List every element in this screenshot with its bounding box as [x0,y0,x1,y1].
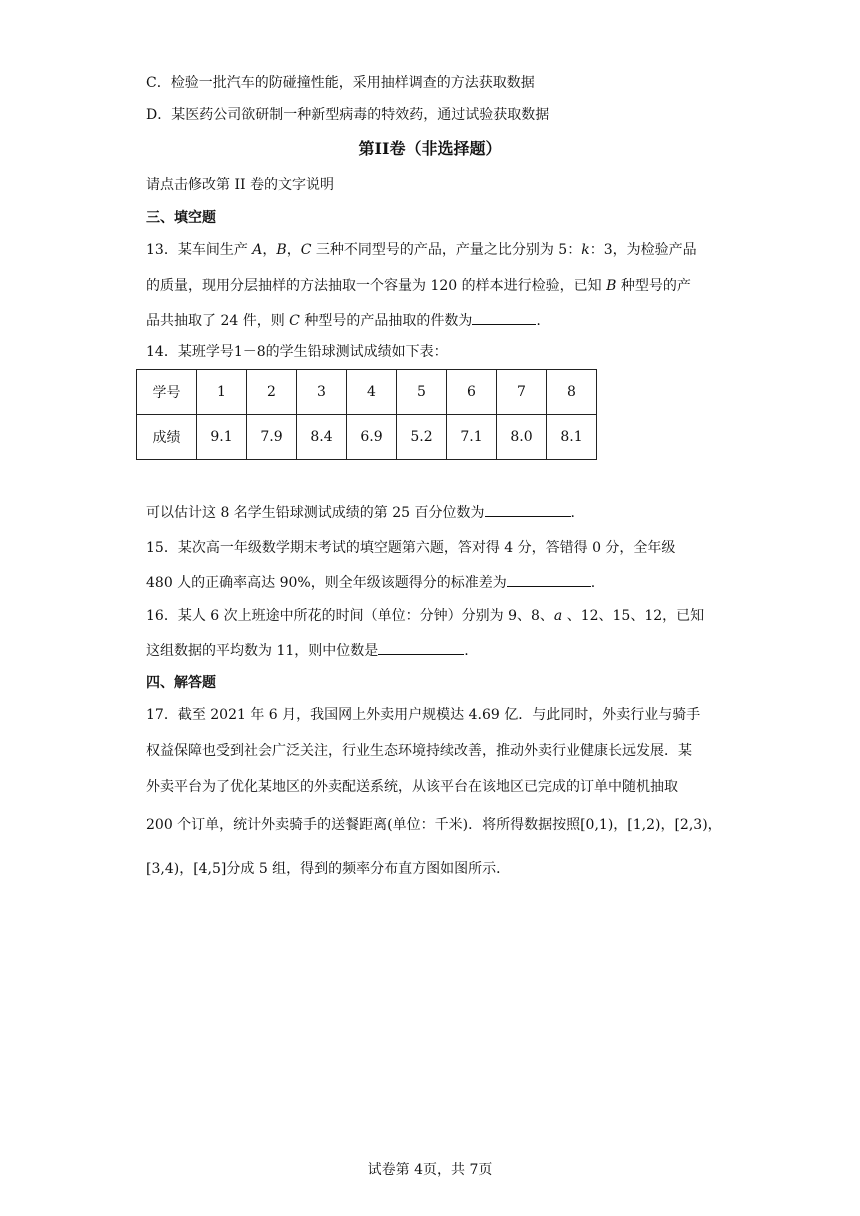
var-B: B [606,278,617,294]
page-footer: 试卷第 4页，共 7页 [367,1162,493,1178]
q13-text: ：3，为检验产品 [589,242,697,258]
q13-text: 13．某车间生产 [146,242,253,258]
section-title: 第II卷（非选择题） [358,139,502,158]
answer-blank[interactable] [485,502,571,517]
q13-text: 品共抽取了 24 件，则 [146,313,290,329]
q13-sep: ， [286,242,301,258]
question-15-line-1: 15．某次高一年级数学期末考试的填空题第六题，答对得 4 分，答错得 0 分，全年级 [146,540,676,556]
question-13-line-1 [146,240,697,260]
fill-in-heading: 三、填空题 [146,210,216,226]
question-13-line-2 [146,276,691,296]
q14-period: . [570,505,575,521]
q13-text: 种型号的产品抽取的件数为 [299,313,473,329]
question-17-line-3: 外卖平台为了优化某地区的外卖配送系统，从该平台在该地区已完成的订单中随机抽取 [146,779,678,795]
score-table [136,369,597,460]
table-cell: 7.9 [247,415,297,460]
section-note[interactable]: 请点击修改第 II 卷的文字说明 [146,177,334,193]
q15-text: 480 人的正确率高达 90%，则全年级该题得分的标准差为 [146,575,507,591]
q13-period: . [536,313,541,329]
question-14-prompt [146,502,575,523]
question-17-line-1: 17．截至 2021 年 6 月，我国网上外卖用户规模达 4.69 亿．与此同时，外卖行业与骑手 [146,707,701,723]
answer-blank[interactable] [507,572,591,587]
option-d: D．某医药公司欲研制一种新型病毒的特效药，通过试验获取数据 [146,107,550,123]
q13-text: 的质量，现用分层抽样的方法抽取一个容量为 120 的样本进行检验，已知 [146,278,607,294]
table-row [137,370,597,415]
question-17-line-4: 200 个订单，统计外卖骑手的送餐距离(单位：千米)．将所得数据按照[0,1)，[1,2)，[2,3)， [146,817,722,833]
question-14-intro: 14．某班学号1－8的学生铅球测试成绩如下表： [146,344,448,360]
table-header-cell: 成绩 [137,415,197,460]
var-C: C [300,242,312,258]
table-cell: 8.0 [497,415,547,460]
table-cell: 8.4 [297,415,347,460]
q16-period: . [464,643,469,659]
q16-text: 、12、15、12，已知 [562,608,705,624]
table-cell: 5.2 [397,415,447,460]
q14-text: 可以估计这 8 名学生铅球测试成绩的第 25 百分位数为 [146,505,485,521]
var-k: k [581,242,590,258]
q13-text: 种型号的产 [616,278,691,294]
table-cell: 2 [247,370,297,415]
var-a: a [553,608,563,624]
table-cell: 5 [397,370,447,415]
table-cell: 3 [297,370,347,415]
q16-text: 16．某人 6 次上班途中所花的时间（单位：分钟）分别为 9、8、 [146,608,554,624]
table-cell: 9.1 [197,415,247,460]
var-C: C [289,313,300,329]
table-header-cell: 学号 [137,370,197,415]
question-16-line-1 [146,606,704,626]
table-cell: 1 [197,370,247,415]
table-cell: 7 [497,370,547,415]
q13-sep: ， [262,242,277,258]
answer-blank[interactable] [378,640,464,655]
table-cell: 6 [447,370,497,415]
answer-blank[interactable] [472,310,536,325]
q13-text: 三种不同型号的产品，产量之比分别为 5： [311,242,582,258]
table-cell: 4 [347,370,397,415]
question-16-line-2 [146,640,469,661]
q15-period: . [590,575,596,591]
question-17-line-2: 权益保障也受到社会广泛关注，行业生态环境持续改善，推动外卖行业健康长远发展．某 [146,743,692,759]
table-cell: 8.1 [547,415,597,460]
table-row [137,415,597,460]
var-B: B [276,242,287,258]
table-cell: 8 [547,370,597,415]
table-cell: 7.1 [447,415,497,460]
table-cell: 6.9 [347,415,397,460]
var-A: A [252,242,263,258]
question-15-line-2 [146,572,595,593]
question-13-line-3 [146,310,541,331]
question-17-line-5: [3,4)，[4,5]分成 5 组，得到的频率分布直方图如图所示． [146,861,511,877]
q16-text: 这组数据的平均数为 11，则中位数是 [146,643,379,659]
solve-heading: 四、解答题 [146,675,216,691]
option-c: C．检验一批汽车的防碰撞性能，采用抽样调查的方法获取数据 [146,75,535,91]
